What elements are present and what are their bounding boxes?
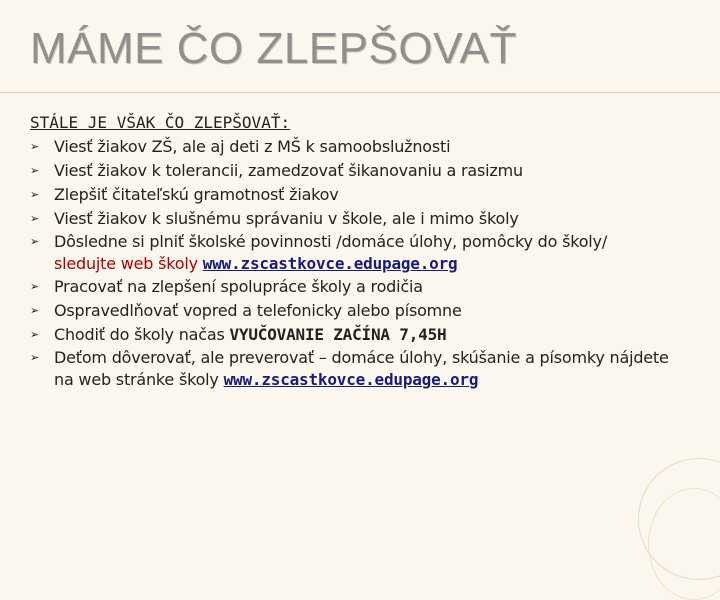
- item-text: Deťom dôverovať, ale preverovať – domáce úlohy, skúšanie a písomky nájdete na web stránke školy: [54, 348, 669, 389]
- arrowhead-bullet-icon: ➢: [30, 328, 40, 341]
- list-item: [30, 159, 670, 183]
- item-text: Chodiť do školy načas: [54, 325, 230, 344]
- list-item: [30, 135, 670, 159]
- arrowhead-bullet-icon: ➢: [30, 304, 40, 317]
- arrowhead-bullet-icon: ➢: [30, 164, 40, 177]
- list-item: [30, 323, 670, 347]
- section-heading: STÁLE JE VŠAK ČO ZLEPŠOVAŤ:: [30, 113, 291, 132]
- item-text: Ospravedlňovať vopred a telefonicky alebo písomne: [54, 301, 462, 320]
- arrowhead-bullet-icon: ➢: [30, 280, 40, 293]
- item-text: Viesť žiakov k tolerancii, zamedzovať šikanovaniu a rasizmu: [54, 161, 523, 180]
- item-text: Zlepšiť čitateľskú gramotnosť žiakov: [54, 185, 339, 204]
- school-web-link[interactable]: www.zscastkovce.edupage.org: [202, 254, 458, 273]
- list-item: [30, 231, 670, 275]
- list-item: [30, 299, 670, 323]
- list-item: [30, 347, 670, 391]
- item-text: Dôsledne si plniť školské povinnosti /domáce úlohy, pomôcky do školy/: [54, 232, 608, 251]
- list-item: [30, 207, 670, 231]
- arrowhead-bullet-icon: ➢: [30, 351, 40, 364]
- highlight-text: sledujte web školy: [54, 254, 198, 273]
- emphasis-text: VYUČOVANIE ZAČÍNA 7,45H: [229, 325, 447, 344]
- arrowhead-bullet-icon: ➢: [30, 235, 40, 248]
- arrowhead-bullet-icon: ➢: [30, 140, 40, 153]
- bullet-list: [30, 135, 670, 391]
- slide-body: [30, 111, 670, 391]
- item-text: Pracovať na zlepšení spolupráce školy a rodičia: [54, 277, 423, 296]
- arrowhead-bullet-icon: ➢: [30, 188, 40, 201]
- arrowhead-bullet-icon: ➢: [30, 212, 40, 225]
- item-text: Viesť žiakov k slušnému správaniu v škole, ale i mimo školy: [54, 209, 519, 228]
- item-text: Viesť žiakov ZŠ, ale aj deti z MŠ k samoobslužnosti: [54, 137, 451, 156]
- list-item: [30, 275, 670, 299]
- title-divider: [0, 92, 720, 93]
- list-item: [30, 183, 670, 207]
- slide-title: MÁME ČO ZLEPŠOVAŤ: [30, 24, 517, 73]
- school-web-link[interactable]: www.zscastkovce.edupage.org: [223, 370, 479, 389]
